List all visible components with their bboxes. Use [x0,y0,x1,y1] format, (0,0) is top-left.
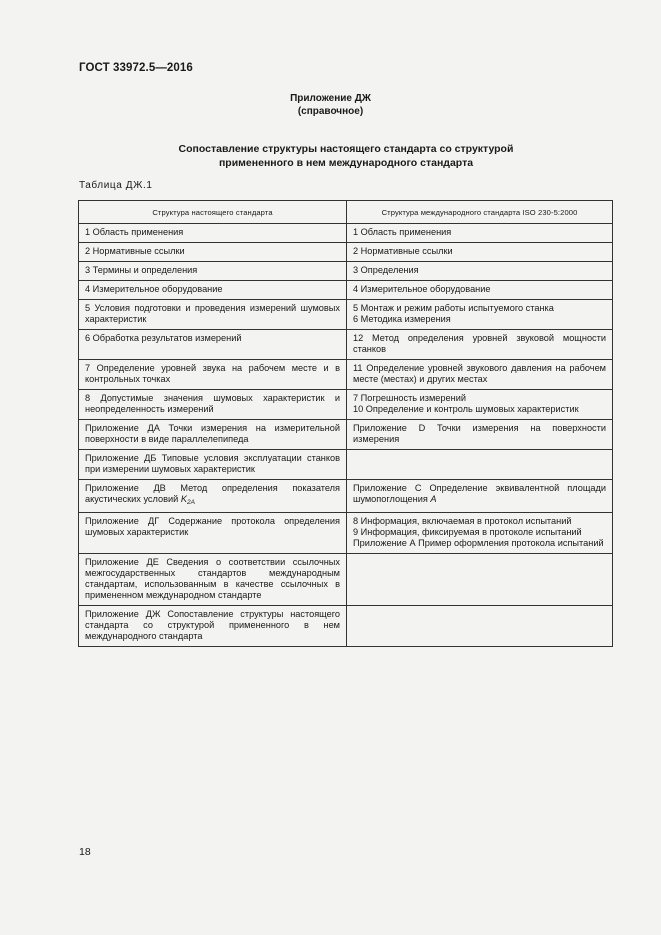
symbol-k-subscript: 2A [186,499,195,506]
table-header-row [79,201,613,224]
cell-national: Приложение ДЕ Сведения о соответствии ссылочных межгосударственных стандартов международным стандартам, использованным в качестве ссылочных в примененном международном стандарте [79,554,347,606]
cell-international-empty [347,450,613,480]
page-number: 18 [79,846,91,858]
comparison-table [78,200,613,647]
table-row [79,480,613,513]
document-title-line-1: Сопоставление структуры настоящего стандарта со структурой [178,143,514,155]
cell-line: 9 Информация, фиксируемая в протоколе испытаний [353,527,582,537]
table-row [79,450,613,480]
cell-international [347,420,613,450]
cell-international [347,360,613,390]
header-international-structure: Структура международного стандарта ISO 230-5:2000 [347,201,613,224]
annex-title: Приложение ДЖ [290,93,371,104]
document-title-line-2: примененного в нем международного стандарта [218,157,474,169]
standard-code: ГОСТ 33972.5—2016 [79,62,193,74]
table-row [79,606,613,647]
table-row [79,281,613,300]
cell-line: 1 Область применения [353,227,452,237]
table-label: Таблица ДЖ.1 [79,180,153,191]
cell-line: 2 Нормативные ссылки [353,246,453,256]
cell-national: 4 Измерительное оборудование [79,281,347,300]
cell-line: 6 Методика измерения [353,314,451,324]
cell-international [347,224,613,243]
cell-national: Приложение ДЖ Сопоставление структуры настоящего стандарта со структурой примененного в нем международного стандарта [79,606,347,647]
table-row [79,513,613,554]
document-title [0,142,661,170]
cell-international [347,480,613,513]
table-row [79,243,613,262]
cell-national: Приложение ДБ Типовые условия эксплуатации станков при измерении шумовых характеристик [79,450,347,480]
annex-subtitle: (справочное) [297,106,364,117]
cell-national: 2 Нормативные ссылки [79,243,347,262]
table-row [79,262,613,281]
table-row [79,360,613,390]
table-row [79,330,613,360]
table-row [79,554,613,606]
cell-international-empty [347,554,613,606]
cell-text: Приложение ДВ Метод определения показателя акустических условий [85,483,340,504]
cell-national: Приложение ДГ Содержание протокола определения шумовых характеристик [79,513,347,554]
symbol-a: A [430,494,437,504]
table-row [79,300,613,330]
cell-national: 3 Термины и определения [79,262,347,281]
cell-international [347,300,613,330]
annex-heading [0,92,661,118]
cell-line: 7 Погрешность измерений [353,393,466,403]
cell-national: 8 Допустимые значения шумовых характеристик и неопределенность измерений [79,390,347,420]
cell-national: Приложение ДА Точки измерения на измерительной поверхности в виде параллелепипеда [79,420,347,450]
cell-national: 5 Условия подготовки и проведения измерений шумовых характеристик [79,300,347,330]
cell-international [347,330,613,360]
cell-national [79,480,347,513]
cell-line: 4 Измерительное оборудование [353,284,491,294]
cell-international [347,281,613,300]
cell-national: 6 Обработка результатов измерений [79,330,347,360]
cell-line: 10 Определение и контроль шумовых характеристик [353,404,579,414]
cell-international-empty [347,606,613,647]
cell-international [347,262,613,281]
cell-text: Приложение С Определение эквивалентной площади шумопоглощения [353,483,606,504]
cell-line: Приложение D Точки измерения на поверхности измерения [353,423,606,444]
cell-line: 12 Метод определения уровней звуковой мощности станков [353,333,606,354]
table-row [79,224,613,243]
cell-international [347,243,613,262]
cell-national: 1 Область применения [79,224,347,243]
cell-line: 11 Определение уровней звукового давления на рабочем месте (местах) и других местах [353,363,606,384]
header-national-structure: Структура настоящего стандарта [79,201,347,224]
cell-line: 8 Информация, включаемая в протокол испытаний [353,516,572,526]
cell-international [347,390,613,420]
cell-national: 7 Определение уровней звука на рабочем месте и в контрольных точках [79,360,347,390]
cell-line: 5 Монтаж и режим работы испытуемого станка [353,303,554,313]
cell-line: Приложение А Пример оформления протокола испытаний [353,538,604,548]
cell-line: 3 Определения [353,265,419,275]
cell-international [347,513,613,554]
table-row [79,390,613,420]
table-row [79,420,613,450]
symbol-k: K [180,494,187,504]
